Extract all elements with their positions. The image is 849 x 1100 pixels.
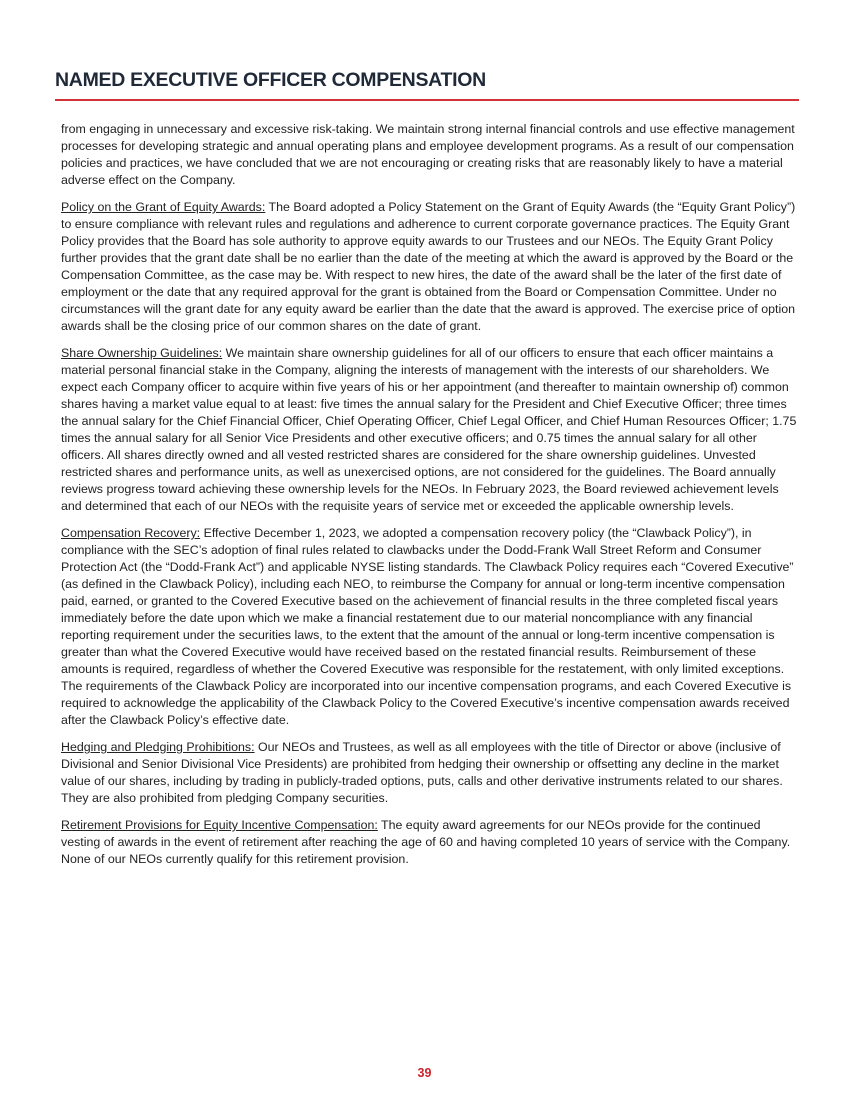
section-heading-hedging-pledging: Hedging and Pledging Prohibitions: <box>61 740 255 754</box>
section-text-equity-grant-policy: The Board adopted a Policy Statement on the Grant of Equity Awards (the “Equity Grant Policy”) to ensure compliance with relevant rules and regulations and adherence to current corporate governance practices. The Equity Grant Policy provides that the Board has sole authority to approve equity awards to our Trustees and our NEOs. The Equity Grant Policy further provides that the grant date shall be no earlier than the date of the meeting at which the award is approved by the Board or the Compensation Committee, as the case may be. With respect to new hires, the date of the award shall be the later of the first date of employment or the date that any required approval for the grant is obtained from the Board or Compensation Committee. Under no circumstances will the grant date for any equity award be earlier than the date that the award is approved. The exercise price of option awards shall be the closing price of our common shares on the date of grant. <box>61 200 796 333</box>
section-text-hedging-pledging: Our NEOs and Trustees, as well as all employees with the title of Director or above (inclusive of Divisional and Senior Divisional Vice Presidents) are prohibited from hedging their ownership or offsetting any decline in the market value of our shares, including by trading in publicly-traded options, puts, calls and other derivative instruments related to our shares. They are also prohibited from pledging Company securities. <box>61 740 783 805</box>
section-heading-share-ownership: Share Ownership Guidelines: <box>61 346 223 360</box>
section-retirement-provisions <box>61 817 797 868</box>
page-header <box>55 68 799 101</box>
intro-paragraph: from engaging in unnecessary and excessive risk-taking. We maintain strong internal financial controls and use effective management processes for developing strategic and annual operating plans and employee development programs. As a result of our compensation policies and practices, we have concluded that we are not encouraging or creating risks that are reasonably likely to have a material adverse effect on the Company. <box>61 122 795 187</box>
section-share-ownership-guidelines <box>61 345 797 515</box>
section-equity-grant-policy <box>61 199 797 335</box>
section-text-retirement-provisions: The equity award agreements for our NEOs provide for the continued vesting of awards in the event of retirement after reaching the age of 60 and having completed 10 years of service with the Company. None of our NEOs currently qualify for this retirement provision. <box>61 818 791 866</box>
section-text-share-ownership: We maintain share ownership guidelines for all of our officers to ensure that each officer maintains a material personal financial stake in the Company, aligning the interests of management with the interests of our shareholders. We expect each Company officer to acquire within five years of his or her appointment (and thereafter to maintain ownership of) common shares having a market value equal to at least: five times the annual salary for the President and Chief Executive Officer; three times the annual salary for the Chief Financial Officer, Chief Operating Officer, Chief Legal Officer, and Chief Human Resources Officer; 1.75 times the annual salary for all Senior Vice Presidents and other executive officers; and 0.75 times the annual salary for all other officers. All shares directly owned and all vested restricted shares are considered for the share ownership guidelines. Unvested restricted shares and performance units, as well as unexercised options, are not considered for the guidelines. The Board annually reviews progress toward achieving these ownership levels for the NEOs. In February 2023, the Board reviewed achievement levels and determined that each of our NEOs with the requisite years of service met or exceeded the applicable ownership levels. <box>61 346 797 513</box>
section-heading-compensation-recovery: Compensation Recovery: <box>61 526 201 540</box>
section-heading-retirement-provisions: Retirement Provisions for Equity Incentive Compensation: <box>61 818 378 832</box>
section-hedging-pledging <box>61 739 797 807</box>
section-text-compensation-recovery: Effective December 1, 2023, we adopted a compensation recovery policy (the “Clawback Policy”), in compliance with the SEC’s adoption of final rules related to clawbacks under the Dodd-Frank Wall Street Reform and Consumer Protection Act (the “Dodd-Frank Act”) and applicable NYSE listing standards. The Clawback Policy requires each “Covered Executive” (as defined in the Clawback Policy), including each NEO, to reimburse the Company for annual or long-term incentive compensation paid, earned, or granted to the Covered Executive based on the achievement of financial results in the three completed fiscal years immediately before the date upon which we make a financial restatement due to our material noncompliance with any financial reporting requirement under the securities laws, to the extent that the amount of the annual or long-term incentive compensation is greater than what the Covered Executive would have received based on the restated financial results. Reimbursement of these amounts is required, regardless of whether the Covered Executive was responsible for the restatement, with only limited exceptions. The requirements of the Clawback Policy are incorporated into our incentive compensation programs, and each Covered Executive is required to acknowledge the applicability of the Clawback Policy to the Covered Executive’s incentive compensation awards received after the Clawback Policy’s effective date. <box>61 526 794 727</box>
section-heading-equity-grant-policy: Policy on the Grant of Equity Awards: <box>61 200 266 214</box>
section-compensation-recovery <box>61 525 797 729</box>
document-body <box>61 121 797 878</box>
page-title: NAMED EXECUTIVE OFFICER COMPENSATION <box>55 69 486 91</box>
header-divider <box>55 99 799 101</box>
page-number: 39 <box>417 1066 432 1080</box>
